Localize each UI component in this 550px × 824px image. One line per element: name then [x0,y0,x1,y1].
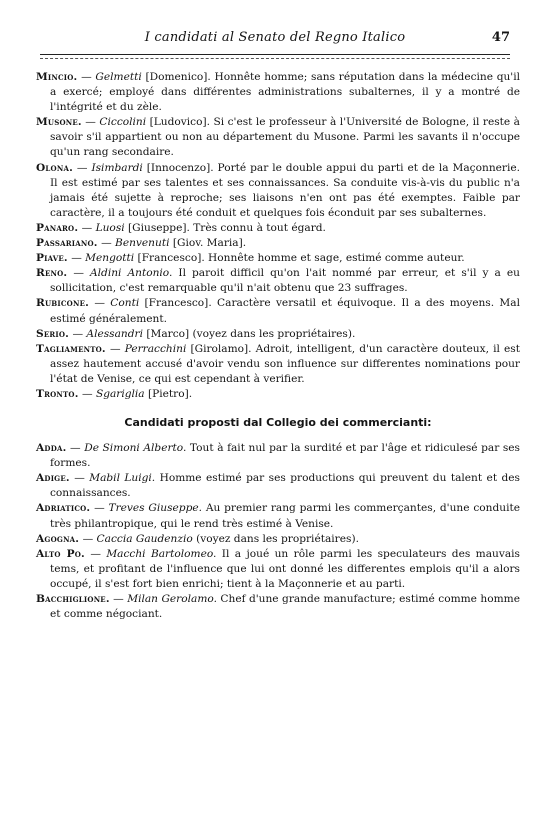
candidate-name: Macchi Bartolomeo. [106,547,217,560]
header-rule-dashed [40,58,510,59]
candidate-name: Perracchini [124,342,187,355]
candidate-name: Aldini Antonio. [90,267,173,280]
candidate-name: Ciccolini [99,116,147,129]
header-rule [40,54,510,55]
candidate-list-merchants [36,441,520,622]
department-name: Reno. [36,267,68,280]
candidate-entry [36,471,520,501]
candidate-description: [Innocenzo]. Porté par le double appui du parti et de la Maçonnerie. Il est estimé par ses talentes et ses connaissances. Sa conduite vis-à-vis du public n'a jamais été sujette à reproche; ses liaisons n'en ont pas été exemptes. Faible par caractère, il a toujours été conduit et quelques fois éconduit par ses subalternes. [50,161,520,219]
page-body [36,70,520,622]
candidate-description: Chef d'une grande manufacture; estimé comme homme et comme négociant. [50,593,520,621]
candidate-description: Tout à fait nul par la surdité et par l'âge et ridiculesé par ses formes. [50,442,520,470]
candidate-entry [36,532,520,547]
candidate-entry [36,161,520,221]
candidate-name: De Simoni Alberto. [84,442,187,455]
department-name: Serio. [36,327,70,340]
department-name: Adda. [36,442,67,455]
candidate-description: (voyez dans les propriétaires). [192,532,359,545]
page-number: 47 [491,30,510,45]
candidate-entry [36,327,520,342]
candidate-description: [Francesco]. Caractère versatil et équivoque. Il a des moyens. Mal estimé généralement. [50,297,520,325]
candidate-description: [Girolamo]. Adroit, intelligent, d'un caractère douteux, il est assez hautement accusé d'avoir vendu son influence sur differentes nominations pour l'état de Venise, ce qui est cependant à verifier. [50,342,520,385]
department-name: Tronto. [36,387,79,400]
department-name: Piave. [36,252,68,265]
candidate-description: Au premier rang parmi les commerçantes, d'une conduite très philantropique, qui le rend très estimé à Venise. [50,502,520,530]
candidate-name: Sgariglia [95,387,145,400]
department-name: Olona. [36,161,73,174]
section-heading: Candidati proposti dal Collegio dei commercianti: [124,416,432,430]
dash-separator: — [72,161,92,174]
running-head [40,30,510,50]
department-name: Adige. [36,472,70,485]
candidate-entry [36,221,520,236]
department-name: Mincio. [36,71,78,83]
candidate-entry [36,251,520,266]
candidate-entry [36,592,520,622]
department-name: Panaro. [36,221,79,234]
dash-separator: — [77,71,96,83]
candidate-entry [36,441,520,471]
candidate-name: Mabil Luigi. [89,472,156,485]
dash-separator: — [79,532,97,545]
candidate-entry [36,501,520,531]
department-name: Alto Po. [36,547,85,560]
department-name: Tagliamento. [36,342,106,355]
candidate-name: Caccia Gaudenzio [96,532,193,545]
candidate-description: [Marco] (voyez dans les propriétaires). [142,327,356,340]
dash-separator: — [105,342,125,355]
candidate-entry [36,342,520,387]
candidate-name: Alessandri [86,327,143,340]
candidate-description: [Giuseppe]. Très connu à tout égard. [124,221,326,234]
dash-separator: — [67,252,86,265]
candidate-description: [Giov. Maria]. [169,237,247,250]
candidate-description: [Pietro]. [144,387,193,400]
candidate-description: Il paroit difficil qu'on l'ait nommé par erreur, et s'il y a eu sollicitation, c'est remarquable qu'il n'ait obtenu que 23 suffrages. [50,267,520,295]
dash-separator: — [67,267,91,280]
candidate-name: Isimbardi [91,161,143,174]
candidate-name: Mengotti [85,252,135,265]
dash-separator: — [78,221,96,234]
candidate-entry [36,236,520,251]
dash-separator: — [84,547,107,560]
dash-separator: — [97,237,116,250]
dash-separator: — [69,472,90,485]
candidate-description: [Francesco]. Honnête homme et sage, estimé comme auteur. [134,252,465,265]
department-name: Rubicone. [36,297,89,310]
candidate-entry [36,387,520,402]
department-name: Passariano. [36,237,98,250]
dash-separator: — [69,327,87,340]
candidate-entry [36,266,520,296]
department-name: Agogna. [36,532,80,545]
candidate-entry [36,70,520,115]
department-name: Bacchiglione. [36,593,110,605]
candidate-name: Conti [110,297,140,310]
dash-separator: — [89,297,111,310]
candidate-name: Benvenuti [115,237,170,250]
department-name: Adriatico. [36,502,91,515]
dash-separator: — [66,442,85,455]
department-name: Musone. [36,116,82,129]
candidate-entry [36,296,520,326]
candidate-name: Milan Gerolamo. [127,593,217,605]
candidate-name: Luosi [95,221,125,234]
candidate-entry [36,547,520,592]
candidate-description: [Ludovico]. Si c'est le professeur à l'Université de Bologne, il reste à savoir s'il appartient ou non au département du Musone. Parmi les savants il n'occupe qu'un rang secondaire. [50,116,520,159]
dash-separator: — [81,116,100,129]
running-title: I candidati al Senato del Regno Italico [144,30,406,45]
dash-separator: — [109,593,128,605]
dash-separator: — [78,387,96,400]
candidate-name: Gelmetti [95,71,142,83]
candidate-description: Homme estimé par ses productions qui preuvent du talent et des connaissances. [50,472,520,500]
candidate-description: Il a joué un rôle parmi les speculateurs des mauvais tems, et profitant de l'influence que lui ont donné les differentes emplois qu'il a alors occupé, il s'est fort bien enrichi; tient à la Maçonnerie et au parti. [50,547,520,590]
candidate-list-proprietors [36,70,520,402]
candidate-description: [Domenico]. Honnête homme; sans réputation dans la médecine qu'il a exercé; employé dans différentes administrations subalternes, il y a montré de l'intégrité et du zèle. [50,71,520,114]
dash-separator: — [90,502,109,515]
candidate-entry [36,115,520,160]
candidate-name: Treves Giuseppe. [108,502,203,515]
